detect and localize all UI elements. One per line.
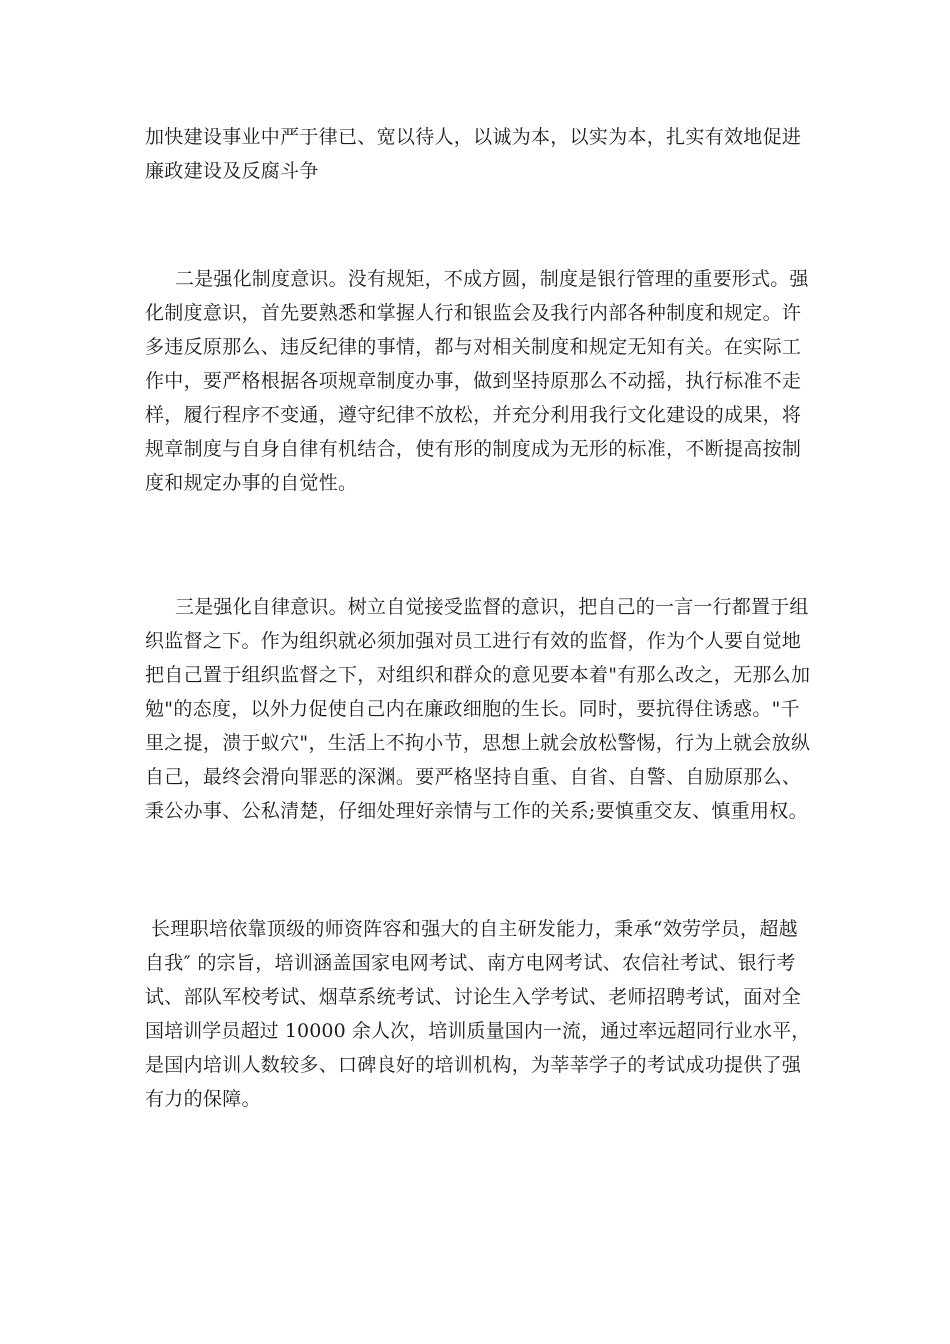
paragraph-self-discipline	[145, 590, 810, 828]
paragraph-line: 三是强化自律意识。树立自觉接受监督的意识，把自己的一言一行都置于组	[175, 596, 809, 618]
paragraph-line: 织监督之下。作为组织就必须加强对员工进行有效的监督，作为个人要自觉地	[145, 630, 802, 652]
paragraph-line: 自己，最终会滑向罪恶的深渊。要严格坚持自重、自省、自警、自励原那么、	[145, 766, 802, 788]
paragraph-line: 里之提，溃于蚁穴"，生活上不拘小节，思想上就会放松警惕，行为上就会放纵	[145, 732, 811, 754]
paragraph-line: 加快建设事业中严于律已、宽以待人，以诚为本，以实为本，扎实有效地促进	[145, 126, 802, 148]
paragraph-line: 作中，要严格根据各项规章制度办事，做到坚持原那么不动摇，执行标准不走	[145, 370, 802, 392]
paragraph-line: 多违反原那么、违反纪律的事情，都与对相关制度和规定无知有关。在实际工	[145, 336, 802, 358]
paragraph-line: 样，履行程序不变通，遵守纪律不放松，并充分利用我行文化建设的成果，将	[145, 404, 802, 426]
paragraph-line: 度和规定办事的自觉性。	[145, 472, 358, 494]
paragraph-line: 廉政建设及反腐斗争	[145, 160, 319, 182]
paragraph-system-awareness	[145, 262, 810, 500]
paragraph-line: 秉公办事、公私清楚，仔细处理好亲情与工作的关系;要慎重交友、慎重用权。	[145, 800, 808, 822]
paragraph-line: 长理职培依靠顶级的师资阵容和强大的自主研发能力，秉承“效劳学员，超越	[151, 918, 798, 940]
paragraph-line: 化制度意识，首先要熟悉和掌握人行和银监会及我行内部各种制度和规定。许	[145, 302, 802, 324]
paragraph-line: 有力的保障。	[145, 1088, 261, 1110]
paragraph-line: 是国内培训人数较多、口碑良好的培训机构，为莘莘学子的考试成功提供了强	[145, 1054, 802, 1076]
paragraph-line: 试、部队军校考试、烟草系统考试、讨论生入学考试、老师招聘考试，面对全	[145, 986, 802, 1008]
paragraph-line: 自我″ 的宗旨，培训涵盖国家电网考试、南方电网考试、农信社考试、银行考	[145, 952, 796, 974]
paragraph-line: 规章制度与自身自律有机结合，使有形的制度成为无形的标准，不断提高按制	[145, 438, 802, 460]
paragraph-line: 国培训学员超过 10000 余人次，培训质量国内一流，通过率远超同行业水平，	[145, 1020, 811, 1042]
paragraph-line: 把自己置于组织监督之下，对组织和群众的意见要本着"有那么改之，无那么加	[145, 664, 811, 686]
paragraph-line: 二是强化制度意识。没有规矩，不成方圆，制度是银行管理的重要形式。强	[175, 268, 809, 290]
paragraph-line: 勉"的态度，以外力促使自己内在廉政细胞的生长。同时，要抗得住诱惑。"千	[145, 698, 800, 720]
paragraph-intro-continuation	[145, 120, 810, 188]
paragraph-training-ad	[145, 912, 810, 1116]
